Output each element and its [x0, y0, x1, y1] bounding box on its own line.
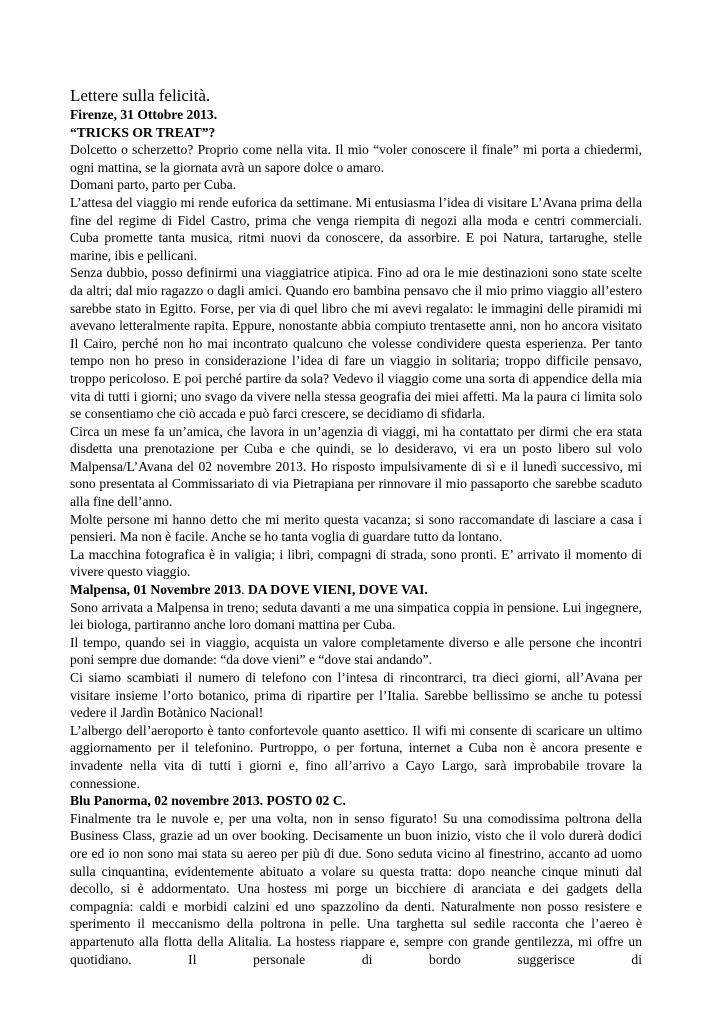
- paragraph: Molte persone mi hanno detto che mi merito questa vacanza; si sono raccomandate di lasciare a casa i pensieri. Ma non è facile. Anche se ho tanta voglia di guardare tutto da lontano.: [70, 511, 642, 545]
- section-heading: Firenze, 31 Ottobre 2013.: [70, 107, 218, 122]
- paragraph: L’albergo dell’aeroporto è tanto confortevole quanto asettico. Il wifi mi consente di scaricare un ultimo aggiornamento per il telefonino. Purtroppo, o per fortuna, internet a Cuba non è ancora presente e invadente nella vita di tutti i giorni e, fino all’arrivo a Cayo Largo, sarà improbabile trovare la connessione.: [70, 722, 642, 791]
- paragraph: Finalmente tra le nuvole e, per una volta, non in senso figurato! Su una comodissima poltrona della Business Class, grazie ad un over booking. Decisamente un buon inizio, visto che il volo durerà dodici ore ed io non sono mai stata su aereo per più di due. Sono seduta vicino al finestrino, accanto ad uomo sulla cinquantina, evidentemente abituato a volare su questa tratta: dopo neanche cinque minuti dal decollo, si è addormentato. Una hostess mi porge un bicchiere di aranciata e dei gadgets della compagnia: caldi e morbidi calzini ed uno spazzolino da denti. Naturalmente non posso resistere e sperimento il meccanismo della poltrona in pelle. Una targhetta sul sedile racconta che l’aereo è appartenuto alla flotta della Alitalia. La hostess riappare e, sempre con grande gentilezza, mi offre un quotidiano. Il personale di bordo suggerisce di: [70, 810, 642, 967]
- section-heading-title: DA DOVE VIENI, DOVE VAI.: [247, 582, 428, 598]
- paragraph: Il tempo, quando sei in viaggio, acquista un valore completamente diverso e alle persone che incontri poni sempre due domande: “da dove vieni” e “dove stai andando”.: [70, 634, 642, 668]
- section-heading: Blu Panorma, 02 novembre 2013. POSTO 02 C.: [70, 793, 346, 809]
- section-subheading: “TRICKS OR TREAT”?: [70, 124, 216, 140]
- document-title: Lettere sulla felicità.: [70, 86, 211, 105]
- paragraph: Sono arrivata a Malpensa in treno; seduta davanti a me una simpatica coppia in pensione. Lui ingegnere, lei biologa, partiranno anche loro domani mattina per Cuba.: [70, 599, 642, 633]
- paragraph: L’attesa del viaggio mi rende euforica da settimane. Mi entusiasma l’idea di visitare L’Avana prima della fine del regime di Fidel Castro, prima che venga riempita di negozi alla moda e centri commerciali. Cuba promette tanta musica, ritmi nuovi da conoscere, da assorbire. E poi Natura, tartarughe, stelle marine, ibis e pellicani.: [70, 194, 642, 263]
- section-heading: [70, 581, 642, 599]
- paragraph: Ci siamo scambiati il numero di telefono con l’intesa di rincontrarci, tra dieci giorni, all’Avana per visitare insieme l’orto botanico, prima di ripartire per l’Italia. Sarebbe bellissimo se anche tu potessi vedere il Jardìn Botànico Nacional!: [70, 670, 642, 721]
- paragraph: Dolcetto o scherzetto? Proprio come nella vita. Il mio “voler conoscere il finale” mi porta a chiedermi, ogni mattina, se la giornata avrà un sapore dolce o amaro.: [70, 142, 642, 175]
- heading-separator: .: [241, 582, 248, 598]
- paragraph: Domani parto, parto per Cuba.: [70, 177, 237, 193]
- paragraph: Senza dubbio, posso definirmi una viaggiatrice atipica. Fino ad ora le mie destinazioni sono state scelte da altri; dal mio ragazzo o dagli amici. Quando ero bambina pensavo che il mio primo viaggio all’estero sarebbe stato in Egitto. Forse, per via di quel libro che mi avevi regalato: le immagini delle piramidi mi avevano letteralmente rapita. Eppure, nonostante abbia compiuto trentasette anni, non ho ancora visitato Il Cairo, perché non ho mai incontrato qualcuno che volesse condividere questa esperienza. Per tanto tempo non ho preso in considerazione l’idea di fare un viaggio in solitaria; troppo difficile pensavo, troppo pericoloso. E poi perché partire da sola? Vedevo il viaggio come una sorta di appendice della mia vita di tutti i giorni; uno svago da vivere nella stessa geografia dei miei affetti. Ma la paura ci limita solo se consentiamo che ciò accada e può farci crescere, se decidiamo di sfidarla.: [70, 265, 642, 422]
- section-blu-panorma: [70, 792, 642, 968]
- section-firenze: [70, 106, 642, 581]
- paragraph: La macchina fotografica è in valigia; i libri, compagni di strada, sono pronti. E’ arrivato il momento di vivere questo viaggio.: [70, 546, 642, 580]
- section-malpensa: [70, 581, 642, 792]
- section-heading-place: Malpensa, 01 Novembre 2013: [70, 582, 242, 598]
- paragraph: Circa un mese fa un’amica, che lavora in un’agenzia di viaggi, mi ha contattato per dirmi che era stata disdetta una prenotazione per Cuba e che quindi, se lo desideravo, vi era un posto libero sul volo Malpensa/L’Avana del 02 novembre 2013. Ho risposto impulsivamente di sì e il lunedì successivo, mi sono presentata al Commissariato di via Pietrapiana per rinnovare il mio passaporto che sarebbe scaduto alla fine dell’anno.: [70, 423, 642, 510]
- document-page: [70, 86, 642, 968]
